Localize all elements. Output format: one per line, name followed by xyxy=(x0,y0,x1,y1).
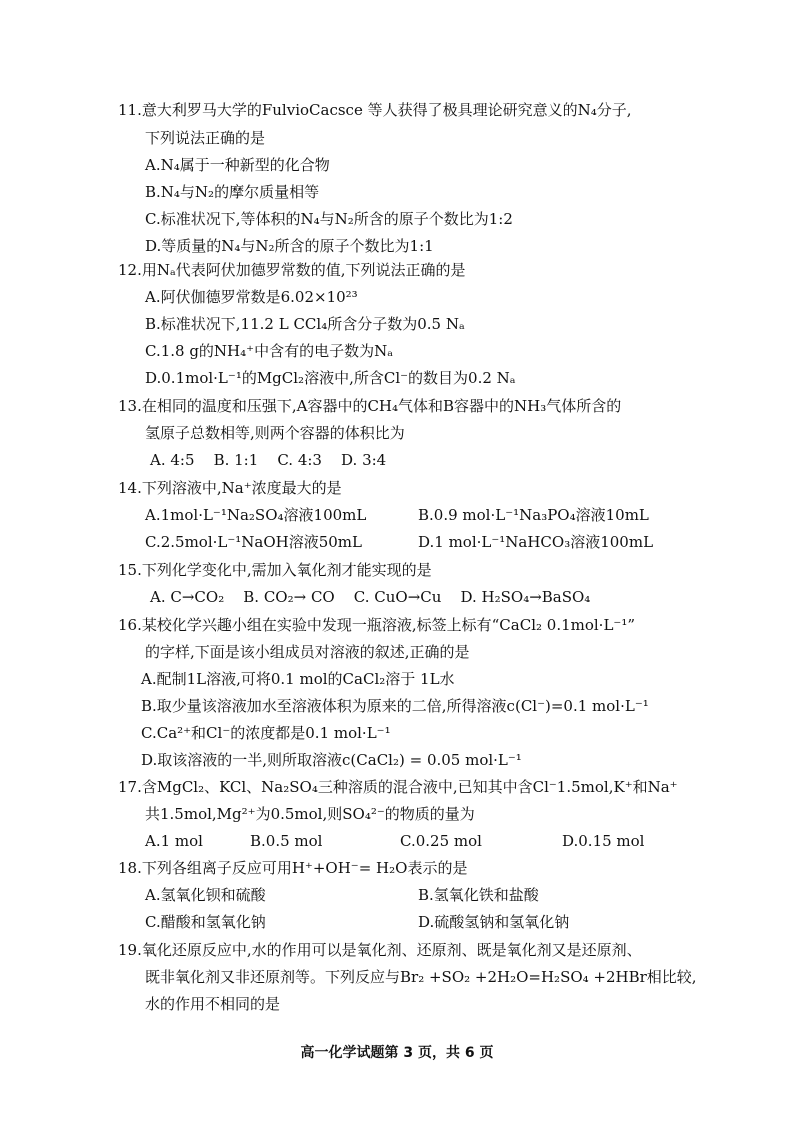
q13-stem-line1: 13.在相同的温度和压强下,A容器中的CH₄气体和B容器中的NH₃气体所含的 xyxy=(118,397,622,415)
q15-stem: 15.下列化学变化中,需加入氧化剂才能实现的是 xyxy=(118,561,432,579)
q18-option-b: B.氢氧化铁和盐酸 xyxy=(418,886,539,904)
q12-option-a: A.阿伏伽德罗常数是6.02×10²³ xyxy=(145,288,358,306)
q12-stem: 12.用Nₐ代表阿伏加德罗常数的值,下列说法正确的是 xyxy=(118,261,466,279)
q11-stem-line2: 下列说法正确的是 xyxy=(145,129,266,147)
q19-stem-line1: 19.氧化还原反应中,水的作用可以是氧化剂、还原剂、既是氧化剂又是还原剂、 xyxy=(118,941,642,959)
q12-option-c: C.1.8 g的NH₄⁺中含有的电子数为Nₐ xyxy=(145,342,393,360)
q12-option-d: D.0.1mol·L⁻¹的MgCl₂溶液中,所含Cl⁻的数目为0.2 Nₐ xyxy=(145,369,516,387)
q11-option-b: B.N₄与N₂的摩尔质量相等 xyxy=(145,183,320,201)
q16-option-b: B.取少量该溶液加水至溶液体积为原来的二倍,所得溶液c(Cl⁻)=0.1 mol·L⁻¹ xyxy=(141,697,649,715)
q16-option-d: D.取该溶液的一半,则所取溶液c(CaCl₂) = 0.05 mol·L⁻¹ xyxy=(141,751,522,769)
q17-stem-line1: 17.含MgCl₂、KCl、Na₂SO₄三种溶质的混合液中,已知其中含Cl⁻1.5mol,K⁺和Na⁺ xyxy=(118,778,678,796)
q18-option-a: A.氢氧化钡和硫酸 xyxy=(145,886,266,904)
q14-option-b: B.0.9 mol·L⁻¹Na₃PO₄溶液10mL xyxy=(418,506,649,524)
q13-options: A. 4:5 B. 1:1 C. 4:3 D. 3:4 xyxy=(150,451,387,469)
q14-option-a: A.1mol·L⁻¹Na₂SO₄溶液100mL xyxy=(145,506,367,524)
q17-option-d: D.0.15 mol xyxy=(562,832,645,850)
q17-option-a: A.1 mol xyxy=(145,832,203,850)
q11-option-a: A.N₄属于一种新型的化合物 xyxy=(145,156,330,174)
q16-stem-line1: 16.某校化学兴趣小组在实验中发现一瓶溶液,标签上标有“CaCl₂ 0.1mol·L⁻¹” xyxy=(118,616,636,634)
q11-option-d: D.等质量的N₄与N₂所含的原子个数比为1:1 xyxy=(145,237,434,255)
q18-option-c: C.醋酸和氢氧化钠 xyxy=(145,913,266,931)
q16-option-a: A.配制1L溶液,可将0.1 mol的CaCl₂溶于 1L水 xyxy=(141,670,455,688)
q11-stem-line1: 11.意大利罗马大学的FulvioCacsce 等人获得了极具理论研究意义的N₄分子, xyxy=(118,101,632,119)
q14-stem: 14.下列溶液中,Na⁺浓度最大的是 xyxy=(118,479,342,497)
q16-stem-line2: 的字样,下面是该小组成员对溶液的叙述,正确的是 xyxy=(145,643,470,661)
q17-option-b: B.0.5 mol xyxy=(250,832,323,850)
q14-option-d: D.1 mol·L⁻¹NaHCO₃溶液100mL xyxy=(418,533,654,551)
q19-stem-line3: 水的作用不相同的是 xyxy=(145,995,281,1013)
q19-stem-line2: 既非氧化剂又非还原剂等。下列反应与Br₂ +SO₂ +2H₂O=H₂SO₄ +2HBr相比较, xyxy=(145,968,697,986)
q18-stem: 18.下列各组离子反应可用H⁺+OH⁻= H₂O表示的是 xyxy=(118,859,468,877)
q17-option-c: C.0.25 mol xyxy=(400,832,482,850)
q18-option-d: D.硫酸氢钠和氢氧化钠 xyxy=(418,913,570,931)
q16-option-c: C.Ca²⁺和Cl⁻的浓度都是0.1 mol·L⁻¹ xyxy=(141,724,391,742)
q14-option-c: C.2.5mol·L⁻¹NaOH溶液50mL xyxy=(145,533,362,551)
q12-option-b: B.标准状况下,11.2 L CCl₄所含分子数为0.5 Nₐ xyxy=(145,315,465,333)
q13-stem-line2: 氢原子总数相等,则两个容器的体积比为 xyxy=(145,424,405,442)
q11-option-c: C.标准状况下,等体积的N₄与N₂所含的原子个数比为1:2 xyxy=(145,210,513,228)
q15-options: A. C→CO₂ B. CO₂→ CO C. CuO→Cu D. H₂SO₄→BaSO₄ xyxy=(150,588,591,606)
q17-stem-line2: 共1.5mol,Mg²⁺为0.5mol,则SO₄²⁻的物质的量为 xyxy=(145,805,475,823)
page-footer: 高一化学试题第 3 页，共 6 页 xyxy=(300,1045,494,1061)
